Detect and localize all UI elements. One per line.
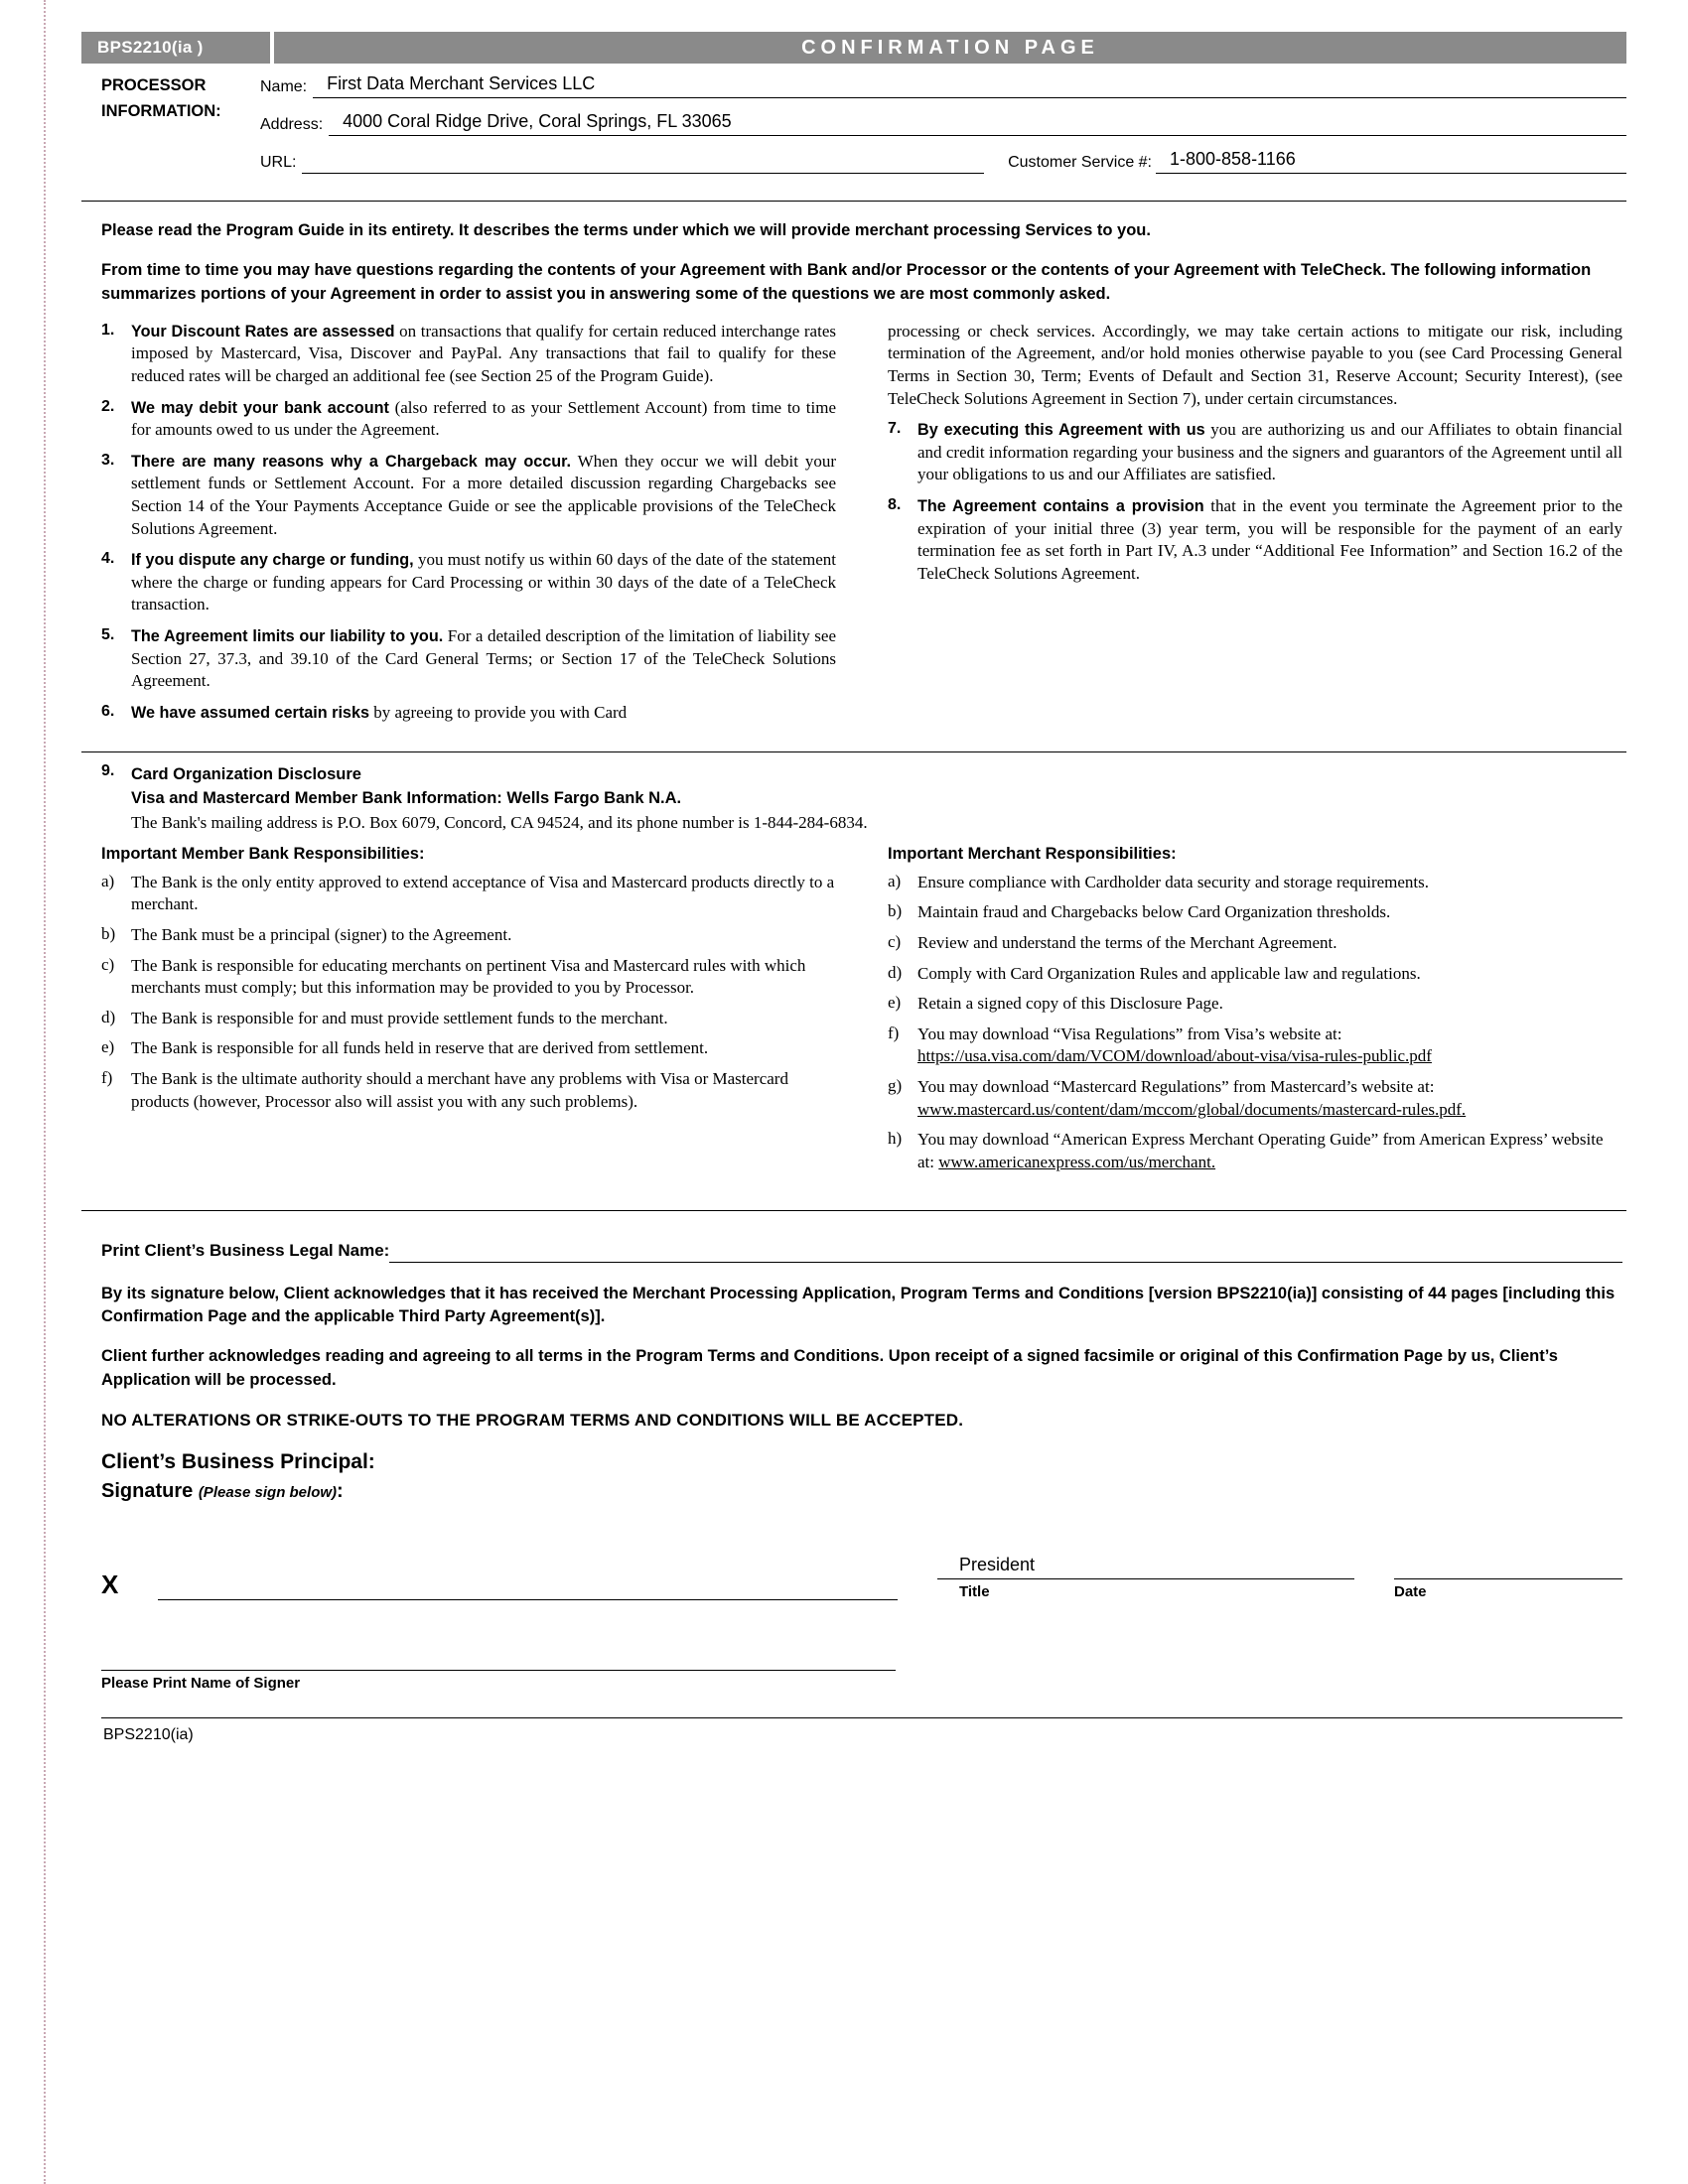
processor-address-label: Address:	[260, 116, 324, 133]
print-name-caption: Please Print Name of Signer	[101, 1675, 301, 1693]
faq-item-number: 2.	[101, 397, 115, 415]
faq-item-lead: If you dispute any charge or funding,	[131, 551, 414, 570]
list-item-text: Review and understand the terms of the Merchant Agreement.	[917, 933, 1337, 953]
list-item-text: The Bank is the only entity approved to extend acceptance of Visa and Mastercard products directly to a merchant.	[131, 872, 835, 914]
faq-item-number: 5.	[101, 626, 115, 644]
list-item-text: Comply with Card Organization Rules and applicable law and regulations.	[917, 963, 1421, 983]
form-sheet	[60, 18, 1648, 2162]
mastercard-rules-link[interactable]: www.mastercard.us/content/dam/mccom/global/documents/mastercard-rules.pdf.	[917, 1099, 1467, 1119]
date-input[interactable]	[1394, 1553, 1622, 1579]
merchant-responsibilities	[888, 845, 1622, 1182]
list-item-marker: a)	[101, 871, 115, 890]
faq-item-number: 8.	[888, 496, 902, 514]
business-principal-heading: Client’s Business Principal:	[101, 1450, 375, 1474]
faq-item-text	[131, 321, 836, 388]
list-item-text: Retain a signed copy of this Disclosure Page.	[917, 994, 1223, 1014]
processor-url-label: URL:	[260, 154, 297, 171]
faq-item-text	[131, 702, 836, 725]
list-item-text: The Bank must be a principal (signer) to the Agreement.	[131, 925, 512, 945]
signature-row	[101, 1553, 1622, 1600]
list-item-marker: b)	[101, 924, 116, 944]
faq-left-column	[101, 321, 836, 734]
acknowledgement-paragraph-2: Client further acknowledges reading and agreeing to all terms in the Program Terms and Conditions. Upon receipt of a signed facsimile or original of this Confirmation Page by us, Client’s Application will be processed.	[101, 1347, 1558, 1390]
title-input[interactable]: President	[959, 1555, 1036, 1575]
list-item	[888, 932, 1622, 955]
list-item-text	[917, 1076, 1622, 1121]
disclosure-heading-row	[101, 762, 1622, 812]
date-field-group	[1394, 1553, 1622, 1600]
faq-item	[101, 451, 836, 540]
faq-item-body: For a detailed description of the limitation of liability see Section 27, 37.3, and 39.10 of the Card General Terms; or Section 17 of the TeleCheck Solutions Agreement.	[131, 626, 836, 691]
form-code-badge: BPS2210(ia )	[81, 32, 270, 64]
amex-merchant-guide-link[interactable]: www.americanexpress.com/us/merchant.	[938, 1152, 1216, 1171]
processor-section-label	[81, 73, 260, 187]
processor-fields	[260, 73, 1626, 187]
faq-item-lead: By executing this Agreement with us	[917, 421, 1205, 440]
faq-item-text	[131, 397, 836, 442]
customer-service-label: Customer Service #:	[1008, 154, 1152, 171]
list-item	[101, 924, 836, 947]
list-item-marker: d)	[888, 962, 903, 982]
faq-item-lead: Your Discount Rates are assessed	[131, 322, 395, 341]
faq-continuation-text: processing or check services. Accordingly, we may take certain actions to mitigate our risk, including termination of the Agreement, and/or hold monies otherwise payable to you (see Card Processing General Terms in Section 30, Term; Events of Default and Section 31, Reserve Account; Security Interest), (see TeleCheck Solutions Agreement in Section 7), under certain circumstances.	[888, 321, 1622, 408]
faq-columns	[81, 321, 1626, 734]
visa-regulations-link[interactable]: https://usa.visa.com/dam/VCOM/download/about-visa/visa-rules-public.pdf	[917, 1046, 1432, 1066]
list-item	[101, 872, 836, 916]
faq-item-number: 6.	[101, 702, 115, 720]
list-item-text: The Bank is the ultimate authority should a merchant have any problems with Visa or Mastercard products (however, Processor also will assist you with any such problems).	[131, 1069, 788, 1111]
acknowledgement-paragraph-1: By its signature below, Client acknowledges that it has received the Merchant Processing Application, Program Terms and Conditions [version BPS2210(ia)] consisting of 44 pages [including this Confirmation Page and the applicable Third Party Agreement(s)].	[101, 1284, 1616, 1326]
list-item-body: You may download “American Express Merchant Operating Guide” from American Express’ website at:	[917, 1130, 1604, 1171]
processor-information-section	[81, 73, 1626, 187]
processor-name-label: Name:	[260, 78, 308, 95]
faq-item-text	[131, 451, 836, 540]
faq-item-lead: We have assumed certain risks	[131, 703, 369, 722]
list-item-text	[917, 1024, 1622, 1068]
list-item-text	[917, 1129, 1622, 1173]
faq-item-number: 4.	[101, 550, 115, 568]
faq-right-column	[888, 321, 1622, 734]
faq-item-text	[917, 495, 1622, 585]
faq-item-body: that in the event you terminate the Agreement prior to the expiration of your initial three (3) year term, you will be responsible for the payment of an early termination fee as set forth in Part IV, A.3 under “Additional Fee Information” and Section 16.2 of the TeleCheck Solutions Agreement.	[917, 496, 1622, 583]
customer-service-input[interactable]: 1-800-858-1166	[1156, 149, 1626, 174]
member-bank-responsibilities	[101, 845, 836, 1182]
faq-item	[101, 702, 836, 725]
page-title: CONFIRMATION PAGE	[274, 32, 1626, 64]
list-item-marker: h)	[888, 1129, 903, 1149]
disclosure-title: Card Organization Disclosure	[131, 764, 361, 783]
intro-paragraph-2: From time to time you may have questions regarding the contents of your Agreement with Bank and/or Processor or the contents of your Agreement with TeleCheck. The following information summarizes portions of your Agreement in order to assist you in answering some of the questions we are most commonly asked.	[101, 260, 1592, 303]
list-item-text: Ensure compliance with Cardholder data security and storage requirements.	[917, 872, 1430, 891]
signature-x-mark: X	[101, 1570, 119, 1600]
list-item-text: The Bank is responsible for educating merchants on pertinent Visa and Mastercard rules with which merchants must comply; but this information may be provided to you by Processor.	[131, 955, 806, 998]
list-item	[888, 1076, 1622, 1121]
faq-item-lead: The Agreement limits our liability to you.	[131, 627, 444, 646]
no-alterations-notice: NO ALTERATIONS OR STRIKE-OUTS TO THE PROGRAM TERMS AND CONDITIONS WILL BE ACCEPTED.	[101, 1411, 964, 1431]
merchant-responsibilities-heading: Important Merchant Responsibilities:	[888, 844, 1177, 863]
list-item	[101, 1037, 836, 1060]
list-item-text: The Bank is responsible for and must provide settlement funds to the merchant.	[131, 1008, 668, 1027]
list-item-marker: b)	[888, 901, 903, 921]
processor-label-line2: INFORMATION:	[101, 101, 221, 120]
list-item-marker: f)	[888, 1023, 900, 1042]
disclosure-subtitle: Visa and Mastercard Member Bank Information: Wells Fargo Bank N.A.	[131, 789, 682, 808]
list-item	[888, 1129, 1622, 1173]
list-item-marker: e)	[101, 1037, 115, 1057]
faq-item-lead: The Agreement contains a provision	[917, 497, 1204, 516]
list-item	[888, 993, 1622, 1016]
faq-item-number: 7.	[888, 420, 902, 438]
faq-item	[101, 397, 836, 442]
date-caption: Date	[1394, 1583, 1427, 1601]
list-item	[888, 1024, 1622, 1068]
intro-paragraph-1: Please read the Program Guide in its entirety. It describes the terms under which we will provide merchant processing Services to you.	[101, 221, 1151, 239]
list-item-marker: c)	[888, 932, 902, 952]
list-item-marker: f)	[101, 1068, 113, 1088]
footer-form-code: BPS2210(ia)	[103, 1726, 194, 1744]
faq-item	[101, 321, 836, 388]
list-item-text: Maintain fraud and Chargebacks below Card Organization thresholds.	[917, 902, 1391, 922]
divider-disclosure	[81, 751, 1626, 752]
processor-label-line1: PROCESSOR	[101, 76, 207, 94]
faq-item-number: 3.	[101, 451, 115, 469]
responsibilities-columns	[101, 845, 1622, 1182]
processor-name-input[interactable]: First Data Merchant Services LLC	[313, 73, 1626, 98]
list-item-text: The Bank is responsible for all funds held in reserve that are derived from settlement.	[131, 1038, 709, 1058]
disclosure-bank-address: The Bank's mailing address is P.O. Box 6079, Concord, CA 94524, and its phone number is 1-844-284-6834.	[131, 813, 868, 833]
list-item-body: You may download “Mastercard Regulations” from Mastercard’s website at:	[917, 1077, 1435, 1097]
faq-item-lead: There are many reasons why a Chargeback may occur.	[131, 452, 572, 471]
legal-name-row	[101, 1241, 1622, 1263]
faq-item	[101, 625, 836, 693]
title-caption: Title	[959, 1583, 990, 1601]
faq-item-body: on transactions that qualify for certain reduced interchange rates imposed by Mastercard, Visa, Discover and PayPal. Any transactions that fail to qualify for these reduced rates will be charged an additional fee (see Section 25 of the Program Guide).	[131, 321, 836, 385]
signature-instruction	[101, 1480, 1622, 1503]
list-item	[101, 1068, 836, 1113]
perforation-line	[44, 0, 46, 2184]
faq-item-body: you must notify us within 60 days of the date of the statement where the charge or funding appears for Card Processing or within 30 days of the date of a TeleCheck transaction.	[131, 550, 836, 614]
member-bank-responsibilities-heading: Important Member Bank Responsibilities:	[101, 844, 425, 863]
signature-word: Signature	[101, 1480, 194, 1503]
list-item-marker: d)	[101, 1007, 116, 1026]
faq-item-lead: We may debit your bank account	[131, 398, 389, 417]
faq-item-text	[917, 419, 1622, 486]
divider-top	[81, 201, 1626, 202]
disclosure-number: 9.	[101, 761, 115, 779]
signature-colon: :	[337, 1480, 344, 1503]
title-rule	[937, 1575, 1354, 1579]
processor-address-input[interactable]: 4000 Coral Ridge Drive, Coral Springs, FL 33065	[329, 111, 1626, 136]
faq-item-number: 1.	[101, 321, 115, 339]
list-item	[888, 872, 1622, 894]
legal-name-input[interactable]	[389, 1242, 1622, 1263]
list-item-marker: e)	[888, 993, 902, 1013]
list-item-marker: c)	[101, 954, 115, 974]
faq-item-body: (also referred to as your Settlement Account) from time to time for amounts owed to us under the Agreement.	[131, 397, 837, 440]
processor-address-row	[260, 111, 1626, 136]
title-field-group	[937, 1555, 1354, 1600]
legal-name-label: Print Client’s Business Legal Name:	[101, 1240, 390, 1260]
faq-item	[888, 495, 1622, 585]
card-organization-disclosure	[81, 762, 1626, 1182]
faq-item	[888, 419, 1622, 486]
faq-item-text	[131, 625, 836, 693]
signature-hint: (Please sign below)	[198, 1484, 338, 1502]
faq-item-body: When they occur we will debit your settlement funds or Settlement Account. For a more detailed discussion regarding Chargebacks see Section 14 of the Your Payments Acceptance Guide or see the applicable provisions of the TeleCheck Solutions Agreement.	[131, 451, 836, 538]
list-item-marker: a)	[888, 871, 902, 890]
divider-signature	[81, 1210, 1626, 1211]
list-item-body: You may download “Visa Regulations” from Visa’s website at:	[917, 1024, 1342, 1043]
faq-item-body: by agreeing to provide you with Card	[368, 702, 628, 722]
processor-name-row	[260, 73, 1626, 98]
print-name-input[interactable]	[101, 1660, 896, 1671]
print-name-group	[101, 1660, 1622, 1692]
faq-item-text	[131, 549, 836, 616]
faq-item-body: you are authorizing us and our Affiliates to obtain financial and credit information regarding your business and the signers and guarantors of the Agreement until all your obligations to us and our Affiliates are satisfied.	[917, 420, 1622, 484]
list-item	[888, 901, 1622, 924]
list-item	[101, 1008, 836, 1030]
processor-url-row	[260, 149, 1626, 174]
list-item	[888, 963, 1622, 986]
processor-url-input[interactable]	[302, 149, 984, 174]
list-item	[101, 955, 836, 1000]
disclosure-heading-text	[131, 762, 681, 812]
form-header	[81, 32, 1626, 64]
signature-section	[81, 1241, 1626, 1745]
list-item-marker: g)	[888, 1076, 903, 1096]
signature-input[interactable]	[158, 1573, 898, 1600]
faq-item	[101, 549, 836, 616]
